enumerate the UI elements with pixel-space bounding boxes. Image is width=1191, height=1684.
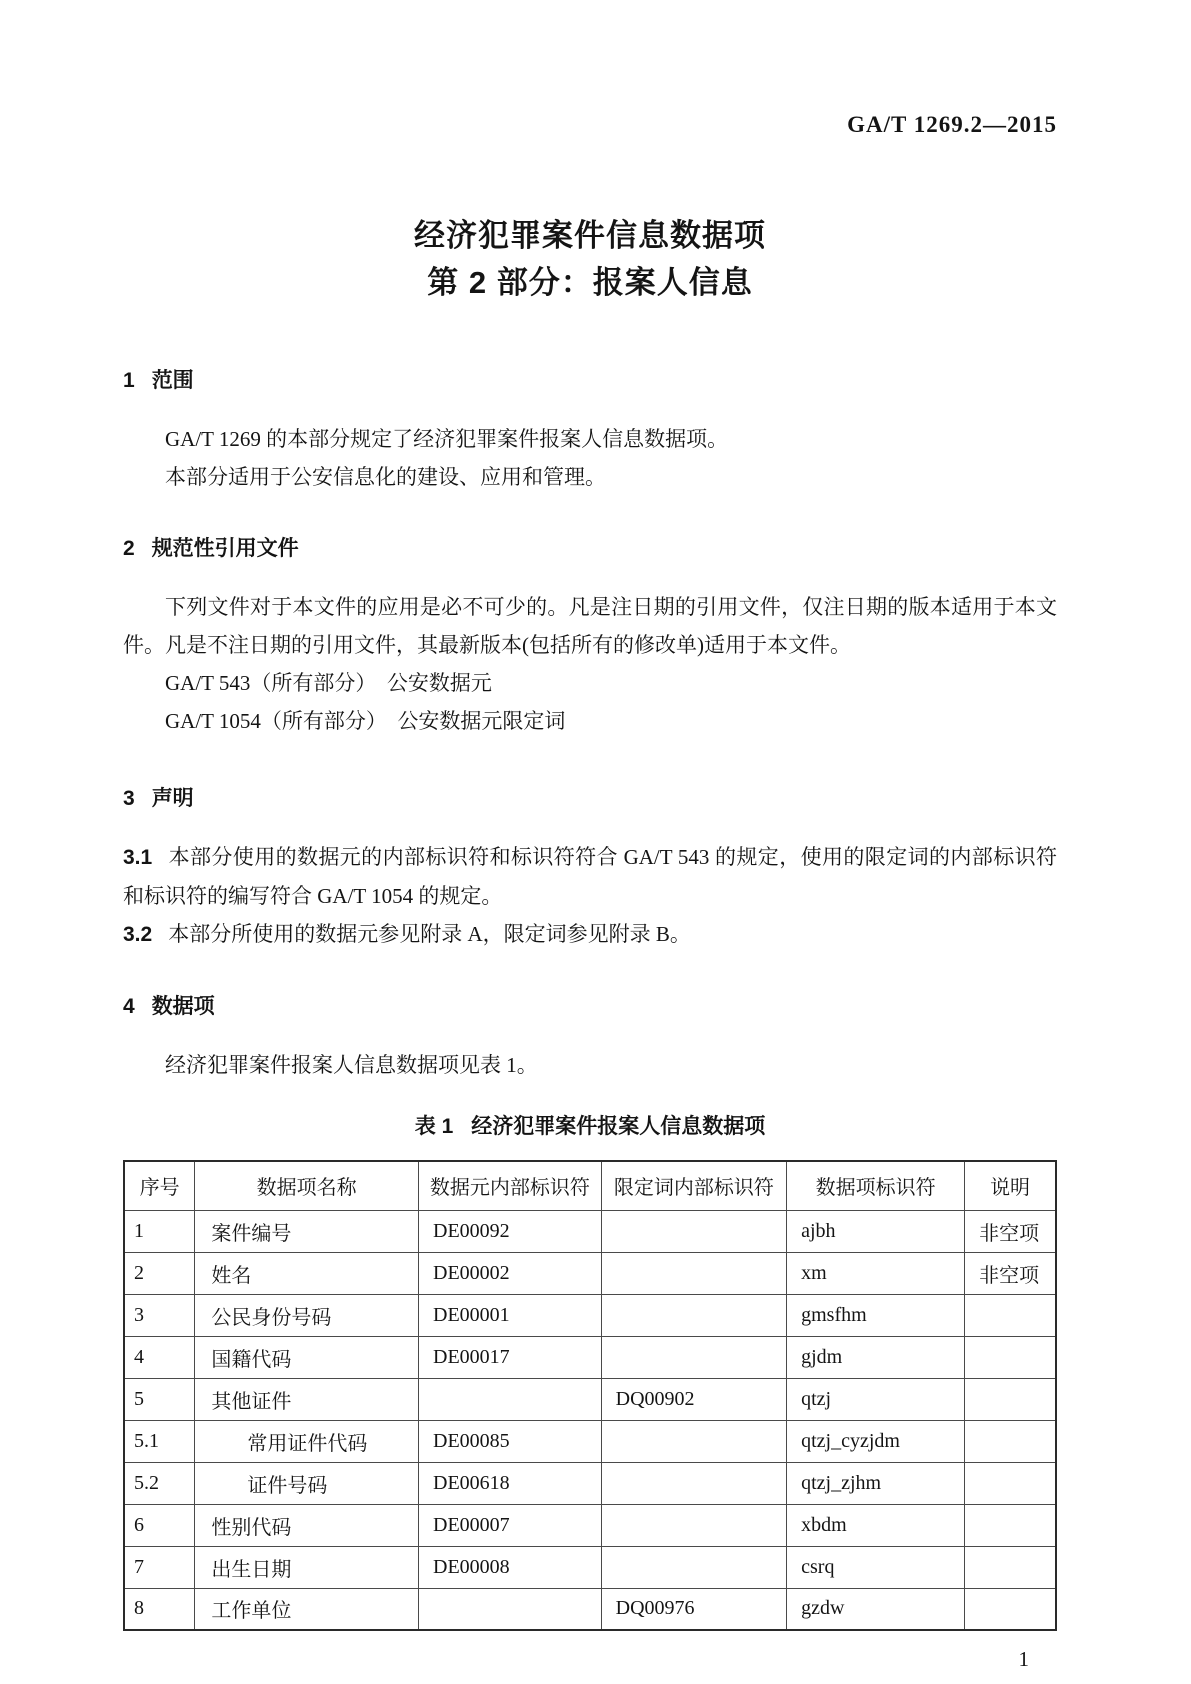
table-row [124,1378,1056,1420]
page-number: 1 [1018,1647,1029,1671]
table-cell: 公民身份号码 [195,1294,419,1336]
table-cell: 非空项 [965,1210,1056,1252]
table-cell [419,1588,602,1630]
table-cell [601,1210,786,1252]
table-cell [965,1462,1056,1504]
table-cell: DE00618 [419,1462,602,1504]
table-cell: 3 [124,1294,195,1336]
doc-title [123,212,1057,306]
clause-3-2-number: 3.2 [123,923,153,946]
table-cell [965,1336,1056,1378]
section-3-heading [123,786,1057,812]
data-items-table [123,1160,1057,1631]
table-cell: DE00085 [419,1420,602,1462]
table-row [124,1588,1056,1630]
table-row [124,1336,1056,1378]
table-cell [601,1420,786,1462]
clause-3-1 [123,838,1057,915]
table-cell [601,1546,786,1588]
section-2-number: 2 [123,537,135,560]
section-4-title: 数据项 [151,995,215,1018]
table-header-cell: 数据项标识符 [787,1161,965,1210]
table-cell: 非空项 [965,1252,1056,1294]
table-cell [601,1504,786,1546]
table-cell: DE00007 [419,1504,602,1546]
table-cell: DE00001 [419,1294,602,1336]
section-2-title: 规范性引用文件 [151,537,299,560]
table-header-cell: 序号 [124,1161,195,1210]
table-cell: 姓名 [195,1252,419,1294]
section-3-title: 声明 [151,787,194,810]
clause-3-2-text: 本部分所使用的数据元参见附录 A，限定词参见附录 B。 [168,922,691,946]
table-cell [965,1588,1056,1630]
clause-3-1-number: 3.1 [123,846,153,869]
table-cell [965,1546,1056,1588]
table-cell: gzdw [787,1588,965,1630]
standard-number: GA/T 1269.2—2015 [847,112,1057,137]
table-header-row [124,1161,1056,1210]
table-cell [601,1462,786,1504]
table-cell: DE00092 [419,1210,602,1252]
table-cell [601,1336,786,1378]
table-cell: 国籍代码 [195,1336,419,1378]
section-1-number: 1 [123,369,135,392]
table-caption-text: 经济犯罪案件报案人信息数据项 [471,1115,766,1138]
table-cell: DE00002 [419,1252,602,1294]
table-row [124,1252,1056,1294]
table-row [124,1294,1056,1336]
section-1-paragraph: GA/T 1269 的本部分规定了经济犯罪案件报案人信息数据项。 [165,427,729,451]
doc-title-line1: 经济犯罪案件信息数据项 [414,218,766,253]
table-cell: xm [787,1252,965,1294]
table-cell: DE00008 [419,1546,602,1588]
clause-3-2 [123,915,1057,954]
section-3-number: 3 [123,787,135,810]
table-row [124,1504,1056,1546]
table-cell [965,1504,1056,1546]
table-header-cell: 数据元内部标识符 [419,1161,602,1210]
section-2-paragraph: 下列文件对于本文件的应用是必不可少的。凡是注日期的引用文件，仅注日期的版本适用于本文件。凡是不注日期的引用文件，其最新版本(包括所有的修改单)适用于本文件。 [123,595,1057,657]
table-cell: 出生日期 [195,1546,419,1588]
reference-line: GA/T 1054（所有部分） 公安数据元限定词 [165,709,566,733]
table-cell: qtzj_zjhm [787,1462,965,1504]
section-1-paragraph: 本部分适用于公安信息化的建设、应用和管理。 [165,465,606,489]
table-cell [965,1420,1056,1462]
table-cell: 5.2 [124,1462,195,1504]
section-1-title: 范围 [151,369,194,392]
table-cell: DQ00976 [601,1588,786,1630]
table-row [124,1462,1056,1504]
table-cell: qtzj [787,1378,965,1420]
section-4-heading [123,994,1057,1020]
section-4-number: 4 [123,995,135,1018]
table-cell: DE00017 [419,1336,602,1378]
table-cell: 7 [124,1546,195,1588]
table-row [124,1546,1056,1588]
table-cell: 5 [124,1378,195,1420]
table-cell: 6 [124,1504,195,1546]
table-cell: ajbh [787,1210,965,1252]
table-caption [123,1110,1057,1140]
reference-line: GA/T 543（所有部分） 公安数据元 [165,671,492,695]
table-header-cell: 说明 [965,1161,1056,1210]
section-1-heading [123,368,1057,394]
doc-title-line2: 第 2 部分：报案人信息 [427,265,753,300]
table-row [124,1420,1056,1462]
table-cell: DQ00902 [601,1378,786,1420]
table-cell [601,1294,786,1336]
table-cell [965,1378,1056,1420]
table-cell: 案件编号 [195,1210,419,1252]
table-cell [965,1294,1056,1336]
table-cell [601,1252,786,1294]
table-header-cell: 数据项名称 [195,1161,419,1210]
table-cell: qtzj_cyzjdm [787,1420,965,1462]
table-cell: 8 [124,1588,195,1630]
table-body [124,1210,1056,1630]
table-cell: 5.1 [124,1420,195,1462]
table-cell: 4 [124,1336,195,1378]
table-cell: 常用证件代码 [195,1420,419,1462]
table-caption-label: 表 1 [414,1115,454,1138]
table-row [124,1210,1056,1252]
table-cell: 1 [124,1210,195,1252]
table-cell: gjdm [787,1336,965,1378]
table-cell: 性别代码 [195,1504,419,1546]
section-2-heading [123,536,1057,562]
clause-3-1-text: 本部分使用的数据元的内部标识符和标识符符合 GA/T 543 的规定，使用的限定词的内部标识符和标识符的编写符合 GA/T 1054 的规定。 [123,845,1057,908]
table-cell: csrq [787,1546,965,1588]
table-cell: xbdm [787,1504,965,1546]
section-4-paragraph: 经济犯罪案件报案人信息数据项见表 1。 [165,1053,538,1077]
table-cell: 其他证件 [195,1378,419,1420]
table-cell [419,1378,602,1420]
table-cell: 证件号码 [195,1462,419,1504]
table-cell: gmsfhm [787,1294,965,1336]
table-cell: 工作单位 [195,1588,419,1630]
table-header-cell: 限定词内部标识符 [601,1161,786,1210]
table-cell: 2 [124,1252,195,1294]
